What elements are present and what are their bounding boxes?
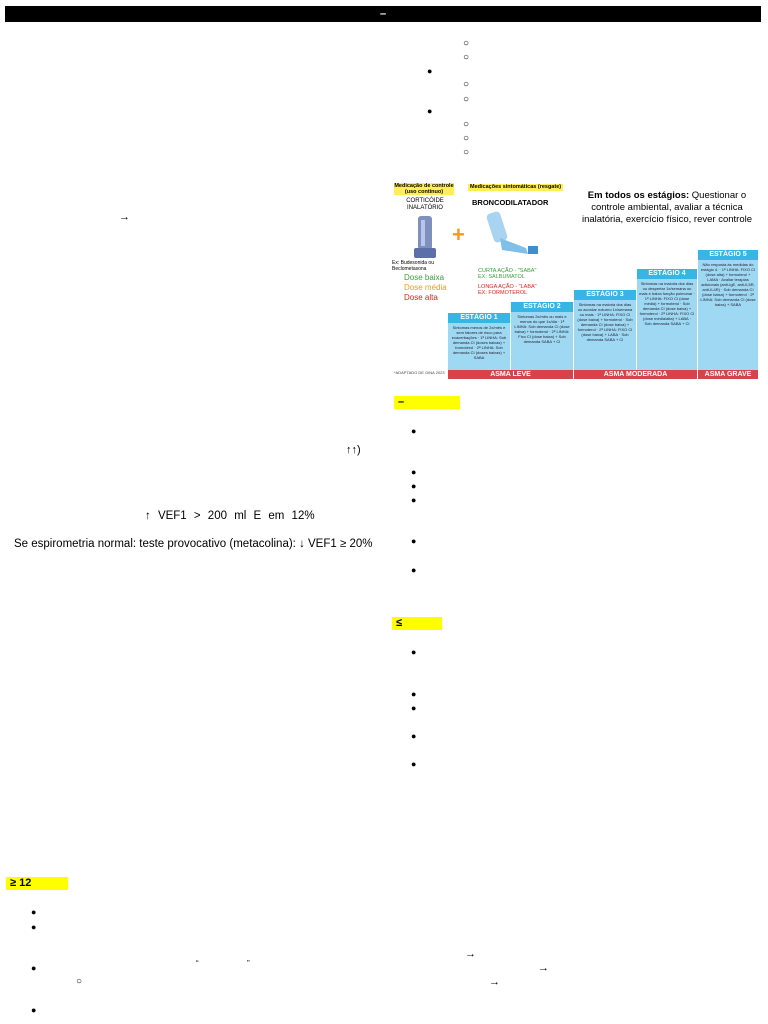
rescue-medication-label: Medicações sintomáticas (resgate) <box>470 184 562 190</box>
stage-text: Não resposta às medidas do estágio 4. · 1ª LINHA: FIXO CI (dose alta) + formoterol + LAMA · Avaliar terapias adicionais (anti-IgE, anti-IL5R, anti-IL4R) · Sob demanda CI (dose baixa) + formoterol · 2ª LINHA: Sob demanda CI (dose baixa) + SABA <box>700 262 756 307</box>
sub-bullet-icon: ○ <box>463 133 470 144</box>
header-title: – <box>379 8 387 20</box>
footnote-text: *ADAPTADO DE GINA 2023 <box>394 370 445 375</box>
header-bar <box>5 6 761 22</box>
stage-text: Sintomas na maioria dos dias ou acordar noturno 1x/semana ou mais · 1ª LINHA: FIXO CI (dose baixa) + formoterol · Sob demanda CI (dose baixa) + formoterol · 2ª LINHA: FIXO CI (dose baixa) + LABA · Sob demanda SABA + CI <box>577 302 633 342</box>
stage-5 <box>698 250 758 370</box>
stage-3 <box>574 290 636 370</box>
spirometry-provocative-text: Se espirometria normal: teste provocativo (metacolina): ↓ VEF1 ≥ 20% <box>14 538 373 550</box>
bullet-icon: ● <box>411 495 417 505</box>
bullet-icon: ● <box>31 907 37 917</box>
dose-medium-text: Dose média <box>404 283 447 292</box>
control-drug-text: CORTICÓIDE INALATÓRIO <box>406 198 444 211</box>
control-example-text: Ex: Budesonida ou Beclometasona <box>392 260 434 272</box>
dose-low-text: Dose baixa <box>404 273 445 282</box>
sub-bullet-icon: ○ <box>463 79 470 90</box>
stage-1 <box>448 313 510 370</box>
plus-icon: + <box>452 222 465 247</box>
section-label-dash: – <box>394 396 460 409</box>
bullet-icon: ● <box>411 689 417 699</box>
bullet-icon: ● <box>411 565 417 575</box>
bullet-icon: ● <box>427 106 433 116</box>
asthma-stages-infographic <box>390 180 758 380</box>
section-label-leq: ≤ <box>392 617 442 630</box>
close-quote-text: ” <box>247 959 250 968</box>
section-label-age: ≥ 12 <box>6 877 68 890</box>
saba-line-1: CURTA AÇÃO - "SABA" <box>478 268 537 274</box>
vef-criterion-text: ↑ VEF1 > 200 ml E em 12% <box>145 510 315 522</box>
sub-bullet-icon: ○ <box>463 52 470 63</box>
stage-text: Sintomas 2x/mês ou mais e menos do que 1x/dia · 1ª LINHA: Sob demanda CI (dose baixa) + formoterol · 2ª LINHA: Fixo CI (dose baixa) + Sob demanda SABA + CI <box>514 314 570 344</box>
stage-title: ESTÁGIO 2 <box>511 302 573 312</box>
arrow-text: → <box>538 962 549 974</box>
bullet-icon: ● <box>411 703 417 713</box>
bullet-icon: ● <box>411 731 417 741</box>
control-medication-label: Medicação de controle (uso contínuo) <box>394 183 454 195</box>
headline-bold: Em todos os estágios: <box>587 190 690 201</box>
bullet-icon: ● <box>31 1005 37 1015</box>
bullet-icon: ● <box>411 467 417 477</box>
sub-bullet-icon: ○ <box>463 94 470 105</box>
bullet-icon: ● <box>411 759 417 769</box>
dose-high-text: Dose alta <box>404 293 438 302</box>
sub-bullet-icon: ○ <box>463 147 470 158</box>
sub-bullet-icon: ○ <box>463 119 470 130</box>
laba-line-1: LONGA AÇÃO - "LABA" <box>478 284 537 290</box>
rescue-drug-text: BRONCODILATADOR <box>472 198 549 207</box>
band-mild: ASMA LEVE <box>448 370 573 379</box>
arrow-text: → <box>119 211 130 223</box>
open-quote-text: “ <box>196 959 199 968</box>
headline-text <box>578 190 756 226</box>
stage-title: ESTÁGIO 4 <box>637 269 697 279</box>
sub-bullet-icon: ○ <box>463 38 470 49</box>
bullet-icon: ● <box>411 426 417 436</box>
saba-line-2: EX: SALBUMATOL <box>478 274 525 280</box>
stage-text: Sintomas na maioria dos dias ou despertar 1x/semana ou mais e baixa função pulmonar · 1ª LINHA: FIXO CI (dose média) + formoterol · Sob demanda CI (dose baixa) + formoterol · 2ª LINHA: FIXO CI (dose média/alta) + LABA · Sob demanda SABA + CI <box>639 281 695 326</box>
bullet-icon: ● <box>427 66 433 76</box>
stage-title: ESTÁGIO 5 <box>698 250 758 260</box>
stage-title: ESTÁGIO 1 <box>448 313 510 323</box>
bullet-icon: ● <box>31 963 37 973</box>
laba-line-2: EX: FORMOTEROL <box>478 290 528 296</box>
bullet-icon: ● <box>411 481 417 491</box>
arrow-text: → <box>489 976 500 988</box>
arrow-text: → <box>465 948 476 960</box>
band-moderate: ASMA MODERADA <box>574 370 697 379</box>
bullet-icon: ● <box>411 647 417 657</box>
stage-text: Sintomas menos de 2x/mês e sem fatores de risco para exacerbações · 1ª LINHA: Sob demanda CI (doses baixas) + formoterol · 2ª LINHA: Sob demanda CI (doses baixas) + SABA <box>451 325 507 360</box>
stage-4 <box>637 269 697 370</box>
stage-2 <box>511 302 573 370</box>
headline-rest: Questionar o controle ambiental, avaliar a técnica inalatória, exercício físico, rever controle <box>581 190 753 225</box>
bullet-icon: ● <box>31 922 37 932</box>
inhaler-icon <box>482 210 546 256</box>
inhaler-icon <box>404 214 444 260</box>
band-severe: ASMA GRAVE <box>698 370 758 379</box>
bullet-icon: ● <box>411 536 417 546</box>
double-up-arrows-text: ↑↑) <box>346 444 361 456</box>
sub-bullet-icon: ○ <box>76 976 83 987</box>
stage-title: ESTÁGIO 3 <box>574 290 636 300</box>
